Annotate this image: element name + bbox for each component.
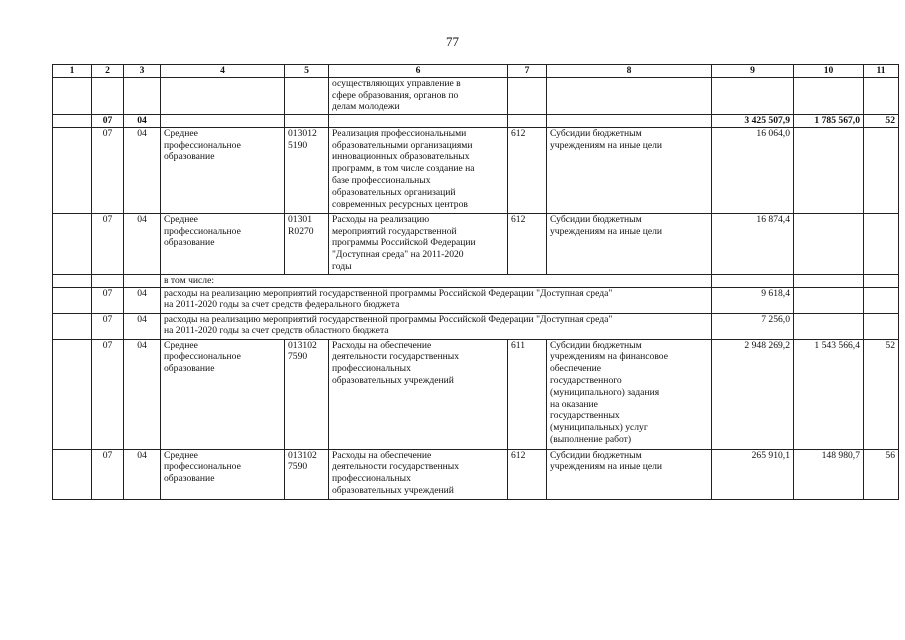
subtotal-row (53, 114, 899, 127)
col-header: 6 (329, 65, 508, 78)
section-code: 07 (92, 339, 124, 449)
amount (794, 287, 864, 313)
subsection-code: 04 (124, 339, 161, 449)
percent: 52 (864, 114, 899, 127)
col-header: 4 (161, 65, 285, 78)
col-header: 2 (92, 65, 124, 78)
col-header: 11 (864, 65, 899, 78)
subsection-name: Среднее профессиональное образование (161, 213, 285, 274)
cell (92, 274, 124, 287)
section-code: 07 (92, 114, 124, 127)
target-article-code: 013102 7590 (285, 339, 329, 449)
cell (161, 114, 285, 127)
section-code: 07 (92, 449, 124, 499)
table-row (53, 127, 899, 213)
amount: 3 425 507,9 (712, 114, 794, 127)
col-header: 7 (508, 65, 547, 78)
cell (285, 114, 329, 127)
cell (508, 77, 547, 114)
percent (864, 127, 899, 213)
col-header: 5 (285, 65, 329, 78)
cell (864, 77, 899, 114)
col-header: 1 (53, 65, 92, 78)
table-row (53, 77, 899, 114)
cell (508, 114, 547, 127)
column-header-row (53, 65, 899, 78)
expense-type-name: Субсидии бюджетным учреждениям на иные цели (547, 213, 712, 274)
table-row (53, 287, 899, 313)
cell (53, 77, 92, 114)
subsection-code: 04 (124, 287, 161, 313)
subsection-name: Среднее профессиональное образование (161, 127, 285, 213)
cell (547, 77, 712, 114)
subsection-name: Среднее профессиональное образование (161, 339, 285, 449)
including-label: в том числе: (161, 274, 712, 287)
cell (712, 77, 794, 114)
cell (53, 213, 92, 274)
cell (53, 127, 92, 213)
percent: 52 (864, 339, 899, 449)
cell (124, 77, 161, 114)
cell (53, 274, 92, 287)
target-article-code: 01301 R0270 (285, 213, 329, 274)
cell (329, 114, 508, 127)
cell (124, 274, 161, 287)
cell (712, 274, 794, 287)
amount: 9 618,4 (712, 287, 794, 313)
table-row (53, 449, 899, 499)
expense-description: Расходы на обеспечение деятельности государственных профессиональных образовательных учреждений (329, 449, 508, 499)
expense-type-code: 612 (508, 449, 547, 499)
col-header: 10 (794, 65, 864, 78)
expense-type-name: Субсидии бюджетным учреждениям на иные цели (547, 127, 712, 213)
amount (794, 313, 864, 339)
target-article-code: 013102 7590 (285, 449, 329, 499)
percent (864, 313, 899, 339)
subsection-code: 04 (124, 313, 161, 339)
subsection-code: 04 (124, 114, 161, 127)
expense-description: Расходы на обеспечение деятельности государственных профессиональных образовательных учреждений (329, 339, 508, 449)
expense-description: Реализация профессиональными образовательными организациями инновационных образовательных программ, в том числе создание на базе профессиональных образовательных организаций современных ресурсных центров (329, 127, 508, 213)
target-article-code: 013012 5190 (285, 127, 329, 213)
section-code: 07 (92, 287, 124, 313)
expense-breakdown-description: расходы на реализацию мероприятий государственной программы Российской Федерации "Доступная среда" на 2011-2020 годы за счет средств областного бюджета (161, 313, 712, 339)
expense-type-code: 612 (508, 127, 547, 213)
cell (92, 77, 124, 114)
amount (794, 213, 864, 274)
expense-type-name: Субсидии бюджетным учреждениям на иные цели (547, 449, 712, 499)
cell (53, 287, 92, 313)
expense-type-name: Субсидии бюджетным учреждениям на финансовое обеспечение государственного (муниципального) задания на оказание государственных (муниципальных) услуг (выполнение работ) (547, 339, 712, 449)
section-code: 07 (92, 213, 124, 274)
cell (285, 77, 329, 114)
amount: 16 064,0 (712, 127, 794, 213)
expense-breakdown-description: расходы на реализацию мероприятий государственной программы Российской Федерации "Доступная среда" на 2011-2020 годы за счет средств федерального бюджета (161, 287, 712, 313)
subsection-name: Среднее профессиональное образование (161, 449, 285, 499)
percent (864, 287, 899, 313)
expense-description: осуществляющих управление в сфере образования, органов по делам молодежи (329, 77, 508, 114)
expense-type-code: 612 (508, 213, 547, 274)
table-row (53, 313, 899, 339)
subsection-code: 04 (124, 213, 161, 274)
amount (794, 127, 864, 213)
subsection-code: 04 (124, 449, 161, 499)
budget-table (52, 64, 899, 500)
percent (864, 213, 899, 274)
subsection-code: 04 (124, 127, 161, 213)
amount: 1 543 566,4 (794, 339, 864, 449)
amount: 148 980,7 (794, 449, 864, 499)
col-header: 9 (712, 65, 794, 78)
percent: 56 (864, 449, 899, 499)
table-row (53, 339, 899, 449)
col-header: 3 (124, 65, 161, 78)
amount: 7 256,0 (712, 313, 794, 339)
section-code: 07 (92, 127, 124, 213)
amount: 2 948 269,2 (712, 339, 794, 449)
cell (161, 77, 285, 114)
cell (547, 114, 712, 127)
section-code: 07 (92, 313, 124, 339)
table-row (53, 274, 899, 287)
amount: 265 910,1 (712, 449, 794, 499)
cell (794, 274, 864, 287)
amount: 1 785 567,0 (794, 114, 864, 127)
cell (794, 77, 864, 114)
cell (53, 449, 92, 499)
cell (53, 339, 92, 449)
expense-type-code: 611 (508, 339, 547, 449)
cell (53, 114, 92, 127)
col-header: 8 (547, 65, 712, 78)
table-row (53, 213, 899, 274)
amount: 16 874,4 (712, 213, 794, 274)
cell (53, 313, 92, 339)
cell (864, 274, 899, 287)
expense-description: Расходы на реализацию мероприятий государственной программы Российской Федерации "Доступная среда" на 2011-2020 годы (329, 213, 508, 274)
page-number: 77 (446, 34, 459, 49)
